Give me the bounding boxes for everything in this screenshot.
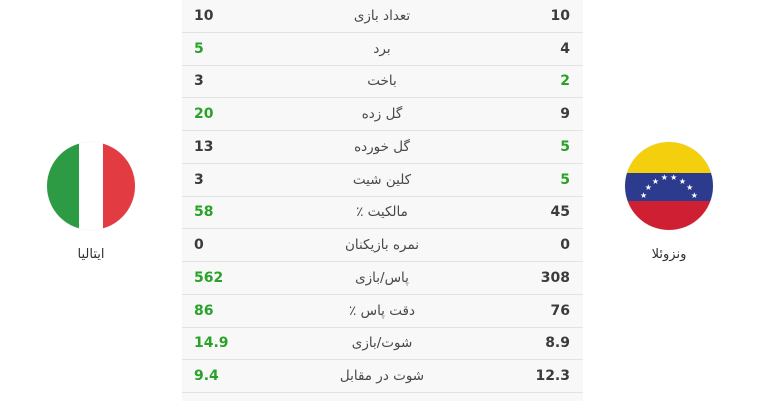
italy-flag-red-stripe [103,142,135,230]
left-team-value: 86 [194,302,214,319]
stat-row [182,197,583,230]
stat-row [182,164,583,197]
right-team-value: 0 [560,237,570,254]
stat-label: شوت/بازی [351,335,413,352]
stat-label: شوت در مقابل [339,368,425,385]
venezuela-flag-red-band [625,201,713,230]
stat-label: باخت [367,73,397,90]
right-team-value: 45 [550,204,570,221]
venezuela-flag-star-icon: ★ [660,173,668,183]
left-team-value: 20 [194,106,214,123]
stat-label: کلین شیت [352,171,412,188]
stat-row [182,229,583,262]
italy-flag-icon [47,142,135,230]
venezuela-flag-icon [625,142,713,230]
left-team-value: 562 [194,269,224,286]
stat-row [182,295,583,328]
italy-flag-white-stripe [79,142,104,230]
right-team-value: 10 [550,7,570,24]
venezuela-flag-blue-band [625,173,713,201]
right-team-value: 308 [540,269,570,286]
stat-label: پاس/بازی [355,269,409,286]
stat-row [182,66,583,99]
venezuela-flag-star-icon: ★ [678,176,687,186]
stat-label: گل زده [361,106,403,123]
left-team-value: 10 [194,7,214,24]
venezuela-flag-star-icon: ★ [686,182,694,192]
right-team-value: 5 [560,171,570,188]
left-team-value: 58 [194,204,214,221]
stat-label: مالکیت ٪ [356,204,408,221]
team-right-name: ونزوئلا [651,247,687,262]
italy-flag-green-stripe [47,142,79,230]
left-team-value: 13 [194,138,214,155]
stat-label: برد [373,40,391,57]
team-left [27,142,155,263]
right-team-value: 76 [550,302,570,319]
stat-row [182,131,583,164]
stat-row [182,360,583,393]
venezuela-flag-star-icon: ★ [690,190,698,200]
stat-row [182,33,583,66]
left-team-value: 0 [194,237,204,254]
stat-row [182,98,583,131]
venezuela-flag-yellow-band [625,142,713,173]
venezuela-flag-star-icon: ★ [670,173,678,183]
stat-label: تعداد بازی [353,7,411,24]
stat-row [182,0,583,33]
team-right [605,142,733,263]
venezuela-flag-star-icon: ★ [640,190,648,200]
right-team-value: 4 [560,40,570,57]
stat-label: گل خورده [354,138,410,155]
stat-label: نمره بازیکنان [344,237,420,254]
left-team-value: 9.4 [194,368,219,385]
right-team-value: 12.3 [535,368,570,385]
left-team-value: 3 [194,73,204,90]
venezuela-flag-star-icon: ★ [651,176,660,186]
right-team-value: 5 [560,138,570,155]
team-left-name: ایتالیا [77,247,105,262]
venezuela-flag-star-icon: ★ [644,182,652,192]
stats-table [182,0,583,401]
right-team-value: 2 [560,73,570,90]
stat-row [182,328,583,361]
left-team-value: 14.9 [194,335,229,352]
right-team-value: 8.9 [545,335,570,352]
left-team-value: 3 [194,171,204,188]
left-team-value: 5 [194,40,204,57]
stat-label: دقت پاس ٪ [349,302,415,319]
stat-row [182,262,583,295]
right-team-value: 9 [560,106,570,123]
